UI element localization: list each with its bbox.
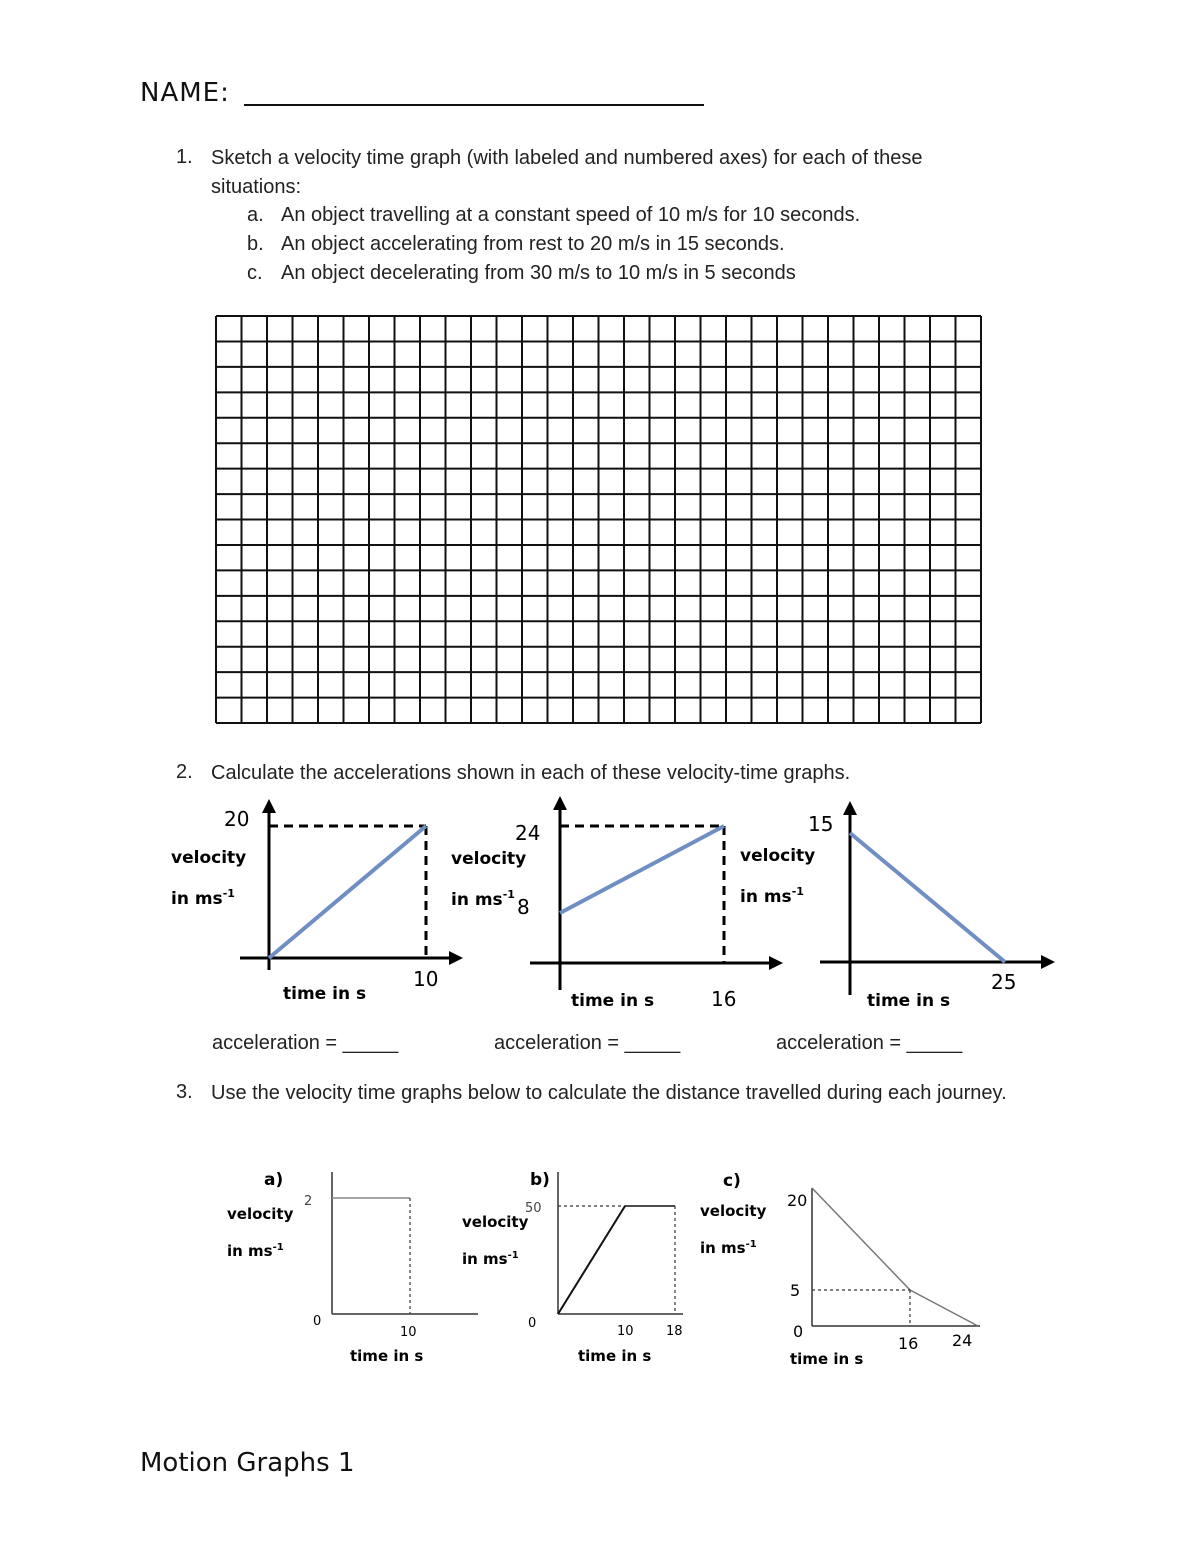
y-axis-unit: in $ms^{-1}$ (227, 1242, 284, 1260)
y-max-label: 2 (304, 1194, 313, 1209)
velocity-line-steep (812, 1188, 910, 1290)
q1-item-letter: c. (247, 262, 263, 284)
y-axis-label: velocity (700, 1202, 767, 1220)
q3-graph-b (455, 1160, 700, 1375)
y-max-label: 50 (525, 1201, 542, 1216)
x-tick-label: 10 (400, 1325, 417, 1340)
footer-title: Motion Graphs 1 (140, 1448, 355, 1478)
sketch-grid[interactable] (215, 315, 982, 724)
q1-item-text: An object travelling at a constant speed of 10 m/s for 10 seconds. (281, 204, 861, 226)
q3-graph-a (220, 1160, 490, 1375)
q3-number: 3. (176, 1081, 193, 1103)
y-axis-unit: in $ms^{-1}$ (451, 888, 515, 910)
x-axis-label: time in s (283, 984, 367, 1004)
q2-answer-1[interactable]: acceleration = _____ (212, 1032, 399, 1054)
q2-text: Calculate the accelerations shown in each of these velocity-time graphs. (211, 762, 851, 784)
q1-item-text: An object accelerating from rest to 20 m/s in 15 seconds. (281, 233, 785, 255)
origin-label: 0 (528, 1316, 537, 1331)
y-axis-label: velocity (227, 1205, 294, 1223)
x-end-label: 16 (711, 987, 737, 1011)
q1-number: 1. (176, 146, 193, 168)
velocity-line-rise (558, 1206, 625, 1314)
y-axis-arrow (553, 796, 567, 810)
q1-item-letter: a. (247, 204, 264, 226)
origin-label: 0 (313, 1314, 322, 1329)
name-label: NAME: (140, 78, 230, 108)
y-axis-label: velocity (740, 846, 816, 866)
x-axis-label: time in s (578, 1347, 652, 1365)
graph-tag: c) (723, 1171, 741, 1191)
velocity-line (850, 833, 1005, 962)
y-axis-label: velocity (451, 849, 527, 869)
x-axis-label: time in s (867, 991, 951, 1011)
y-axis-label: velocity (171, 848, 247, 868)
x-tick-label: 24 (952, 1331, 973, 1350)
q3-text: Use the velocity time graphs below to calculate the distance travelled during each journey. (211, 1082, 1007, 1104)
y-axis-arrow (843, 801, 857, 815)
y-top-label: 15 (808, 812, 834, 836)
y-axis-arrow (262, 799, 276, 813)
y-axis-unit: in $ms^{-1}$ (171, 887, 235, 909)
x-axis-label: time in s (571, 991, 655, 1011)
q1-item-letter: b. (247, 233, 264, 255)
q2-number: 2. (176, 761, 193, 783)
q1-item-text: An object decelerating from 30 m/s to 10 m/s in 5 seconds (281, 262, 796, 284)
q2-answer-3[interactable]: acceleration = _____ (776, 1032, 963, 1054)
q2-answer-2[interactable]: acceleration = _____ (494, 1032, 681, 1054)
velocity-line (269, 826, 426, 958)
velocity-line (560, 826, 724, 913)
q2-graph-1 (165, 795, 475, 1010)
x-axis-label: time in s (350, 1347, 424, 1365)
graph-tag: a) (264, 1170, 284, 1190)
x-tick-label: 16 (898, 1334, 919, 1353)
y-axis-unit: in $ms^{-1}$ (740, 885, 804, 907)
q1-text: Sketch a velocity time graph (with labeled and numbered axes) for each of these situations: (211, 147, 923, 198)
x-axis-arrow (1041, 955, 1055, 969)
y-axis-label: velocity (462, 1213, 529, 1231)
y-axis-unit: in $ms^{-1}$ (700, 1239, 757, 1257)
y-top-label: 24 (515, 821, 541, 845)
velocity-line-shallow (910, 1290, 978, 1326)
x-end-label: 25 (991, 970, 1017, 994)
q2-graph-3 (735, 795, 1065, 1020)
name-blank-line[interactable] (244, 104, 704, 106)
x-end-label: 10 (413, 967, 439, 991)
x-tick-label: 18 (666, 1324, 683, 1339)
y-top-label: 20 (224, 807, 250, 831)
origin-label: 0 (793, 1322, 804, 1341)
graph-tag: b) (530, 1170, 550, 1190)
y-start-label: 8 (517, 895, 530, 919)
y-mid-label: 5 (790, 1281, 801, 1300)
x-tick-label: 10 (617, 1324, 634, 1339)
q3-graph-c (695, 1160, 995, 1375)
x-axis-label: time in s (790, 1350, 864, 1368)
y-max-label: 20 (787, 1191, 808, 1210)
y-axis-unit: in $ms^{-1}$ (462, 1250, 519, 1268)
